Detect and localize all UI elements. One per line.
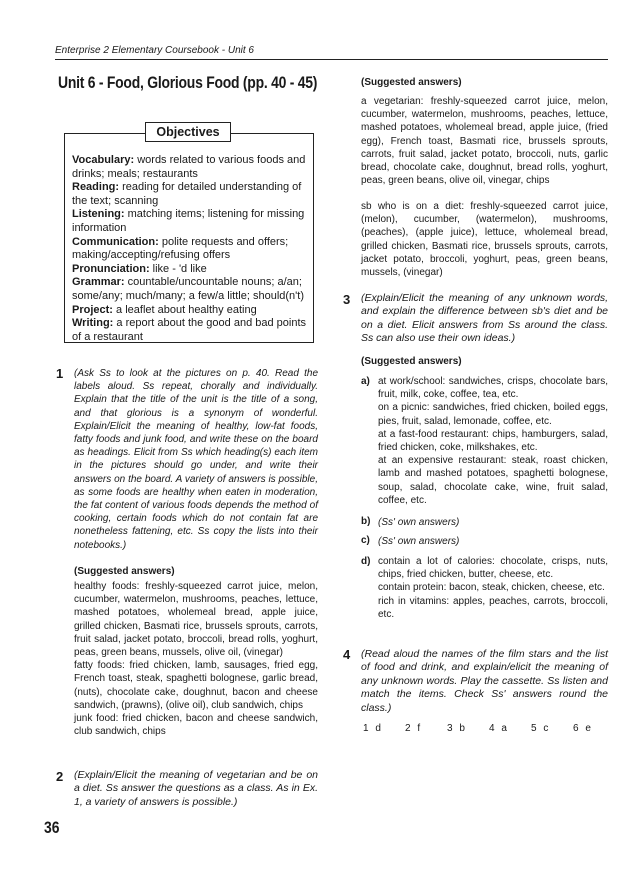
match-answer: 2 f bbox=[405, 723, 423, 734]
objective-item: Project: a leaflet about healthy eating bbox=[72, 303, 257, 316]
answer-d-line: rich in vitamins: apples, peaches, carrots, broccoli, etc. bbox=[378, 595, 608, 620]
match-answer: 6 e bbox=[573, 723, 593, 734]
unit-title: Unit 6 - Food, Glorious Food (pp. 40 - 45) bbox=[58, 73, 318, 92]
answer-a-line: at work/school: sandwiches, crisps, chocolate bars, fruit, milk, coke, coffee, tea, etc. bbox=[378, 376, 608, 401]
answer-a bbox=[378, 375, 608, 507]
exercise-3-number: 3 bbox=[343, 292, 351, 307]
answer-b-label: b) bbox=[361, 516, 371, 527]
running-head: Enterprise 2 Elementary Coursebook - Unit 6 bbox=[55, 45, 254, 56]
exercise-1-instructions: (Ask Ss to look at the pictures on p. 40. Read the labels aloud. Ss repeat, chorally and individually. Explain that the title of the unit is the title of a song, and that glorious is a synonym of wonderful. Explain/Elicit the meaning of healthy, low-fat foods, fatty foods and junk food, and write these on the board as headings. Elicit from Ss which heading(s) each item in the pictures should go under, and write their answers on the board. A variety of answers is possible, as some foods are healthy when eaten in moderation, the fat content of various foods depends the method of cooking, certain foods which do not contain fat are nonetheless fattening, etc. Ss copy the lists into their notebooks.) bbox=[74, 368, 318, 551]
objectives-list bbox=[72, 154, 308, 344]
answer-c-label: c) bbox=[361, 535, 370, 546]
objective-item: Writing: a report about the good and bad points of a restaurant bbox=[72, 317, 307, 343]
match-answer: 1 d bbox=[363, 723, 383, 734]
answer-d-line: contain a lot of calories: chocolate, crisps, nuts, chips, fried chicken, butter, cheese, etc. bbox=[378, 556, 608, 581]
objective-item: Grammar: countable/uncountable nouns; a/an; some/any; much/many; a few/a little; should(n't) bbox=[72, 276, 304, 302]
objective-item: Pronunciation: like - 'd like bbox=[72, 262, 207, 275]
vegetarian-answers: a vegetarian: freshly-squeezed carrot juice, melon, cucumber, watermelon, mushrooms, peaches, lettuce, mashed potatoes, wholemeal bread, apple juice, (fried egg), French toast, Basmati rice, brussels sprouts, carrots, fruit salad, jacket potato, broccoli, nuts, garlic bread, chocolate cake, doughnut, bread rolls, yoghurt, peas, green beans, olive oil, vinegar, chips bbox=[361, 96, 608, 187]
answer-b: (Ss' own answers) bbox=[378, 517, 460, 528]
exercise-4-number: 4 bbox=[343, 647, 351, 662]
objective-item: Vocabulary: words related to various foods and drinks; meals; restaurants bbox=[72, 154, 306, 180]
exercise-3-answers-label: (Suggested answers) bbox=[361, 356, 462, 367]
exercise-4-answers bbox=[363, 723, 615, 734]
objective-item: Communication: polite requests and offers; making/accepting/refusing offers bbox=[72, 235, 289, 262]
page-number: 36 bbox=[44, 818, 60, 837]
exercise-2-number: 2 bbox=[56, 769, 64, 784]
match-answer: 5 c bbox=[531, 723, 551, 734]
match-answer: 4 a bbox=[489, 723, 509, 734]
objective-item: Listening: matching items; listening for missing information bbox=[72, 208, 305, 234]
answer-d-label: d) bbox=[361, 556, 371, 567]
exercise-1-number: 1 bbox=[56, 366, 64, 381]
answer-d bbox=[378, 555, 608, 621]
exercise-4-instructions: (Read aloud the names of the film stars and the list of food and drink, and explain/elicit the meaning of any unknown words. Play the cassette. Ss listen and match the items. Check Ss' answers round the class.) bbox=[361, 648, 608, 714]
answer-a-line: on a picnic: sandwiches, fried chicken, boiled eggs, pies, fruit, salad, lemonade, coffee, etc. bbox=[378, 402, 608, 427]
exercise-1-answers: healthy foods: freshly-squeezed carrot juice, melon, cucumber, watermelon, mushrooms, peaches, lettuce, mashed potatoes, wholemeal bread, apple juice, grilled chicken, Basmati rice, brussels sprouts, carrots, fruit salad, jacket potato, broccoli, bread rolls, yoghurt, peas, green beans, mussels, olive oil, (vinegar) fatty foods: fried chicken, lamb, sausages, fried egg, French toast, steak, spaghetti bolognese, garlic bread, (nuts), chocolate cake, doughnut, bacon and cheese sandwich, (prawns), (olive oil), club sandwich, chips junk food: fried chicken, bacon and cheese sandwich, club sandwich, chips bbox=[74, 581, 318, 738]
diet-answers: sb who is on a diet: freshly-squeezed carrot juice, (melon), cucumber, (watermelon), mushrooms, (peaches), (apple juice), lettuce, wholemeal bread, grilled chicken, Basmati rice, brussels sprouts, carrots, jacket potato, broccoli, yoghurt, peas, green beans, mussels, (vinegar) bbox=[361, 201, 608, 279]
answer-a-label: a) bbox=[361, 376, 370, 387]
objectives-label: Objectives bbox=[145, 122, 231, 142]
answer-c: (Ss' own answers) bbox=[378, 536, 460, 547]
right-answers-label: (Suggested answers) bbox=[361, 77, 462, 88]
answer-a-line: at a fast-food restaurant: chips, hamburgers, salad, fried chicken, coke, milkshakes, etc. bbox=[378, 428, 608, 454]
objective-item: Reading: reading for detailed understanding of the text; scanning bbox=[72, 181, 302, 207]
match-answer: 3 b bbox=[447, 723, 467, 734]
exercise-2-instructions: (Explain/Elicit the meaning of vegetarian and be on a diet. Ss answer the questions as a class. As in Ex. 1, a variety of answers is possible.) bbox=[74, 769, 318, 808]
answer-a-line: at an expensive restaurant: steak, roast chicken, lamb and mashed potatoes, spaghetti bolognese, soup, salad, chocolate cake, wine, fruit salad, coffee, etc. bbox=[378, 455, 608, 506]
exercise-1-answers-label: (Suggested answers) bbox=[74, 566, 175, 577]
header-rule bbox=[55, 59, 608, 60]
answer-d-line: contain protein: bacon, steak, chicken, cheese, etc. bbox=[378, 582, 605, 594]
exercise-3-instructions: (Explain/Elicit the meaning of any unknown words, and explain the difference between sb's diet and be on a diet. Elicit answers from Ss around the class. Ss can also use their own ideas.) bbox=[361, 292, 608, 345]
